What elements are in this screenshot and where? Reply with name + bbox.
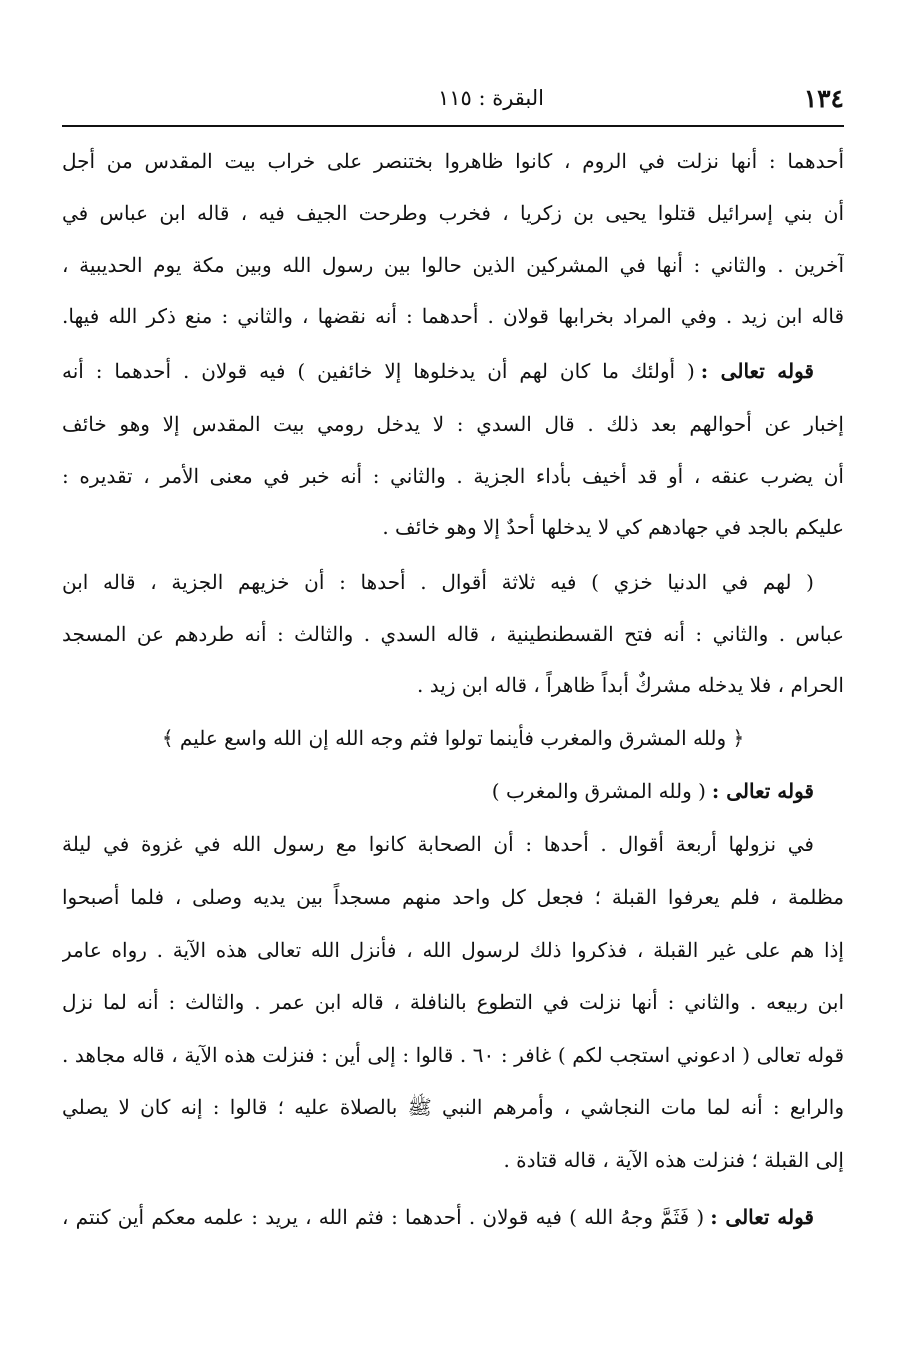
text-line: قوله تعالى :( فَثَمَّ وجهُ الله ) فيه قولان . أحدهما : فثم الله ، يريد : علمه معكم أين كنتم ،: [62, 1205, 814, 1229]
text-line: الحرام ، فلا يدخله مشركٌ أبداً ظاهراً ، قاله ابن زيد .: [417, 673, 844, 697]
text-line: أحدهما : أنها نزلت في الروم ، كانوا ظاهروا بختنصر على خراب بيت المقدس من أجل: [62, 149, 844, 173]
page-number: ١٣٤: [803, 84, 844, 113]
text-line: ابن ربيعه . والثاني : أنها نزلت في التطوع بالنافلة ، قاله ابن عمر . والثالث : أنه لما نزل: [62, 990, 844, 1014]
running-head: البقرة : ١١٥: [437, 86, 544, 110]
text-line: أن بني إسرائيل قتلوا يحيى بن زكريا ، فخرب وطرحت الجيف فيه ، قاله ابن عباس في: [62, 201, 844, 225]
text-line: والرابع : أنه لما مات النجاشي ، وأمرهم النبي ﷺ بالصلاة عليه ؛ قالوا : إنه كان لا يصلي: [62, 1095, 844, 1119]
text-line: عليكم بالجد في جهادهم كي لا يدخلها أحدٌ إلا وهو خائف .: [382, 515, 844, 539]
text-line: مظلمة ، فلم يعرفوا القبلة ؛ فجعل كل واحد منهم مسجداً بين يديه وصلى ، فلما أصبحوا: [62, 885, 844, 909]
text-line: ( لهم في الدنيا خزي ) فيه ثلاثة أقوال . أحدها : أن خزيهم الجزية ، قاله ابن: [62, 570, 814, 594]
quran-verse: ﴿ ولله المشرق والمغرب فأينما تولوا فثم وجه الله إن الله واسع عليم ﴾: [161, 726, 745, 750]
header-rule: [62, 125, 844, 127]
text-line: عباس . والثاني : أنه فتح القسطنطينية ، قاله السدي . والثالث : أنه طردهم عن المسجد: [62, 622, 844, 646]
text-line: إذا هم على غير القبلة ، فذكروا ذلك لرسول الله ، فأنزل الله تعالى هذه الآية . رواه عامر: [62, 938, 844, 962]
text-line: قوله تعالى :( ولله المشرق والمغرب ): [491, 779, 814, 803]
page-header: [62, 80, 844, 120]
text-line: إخبار عن أحوالهم بعد ذلك . قال السدي : لا يدخل رومي بيت المقدس إلا وهو خائف: [62, 412, 844, 436]
verse-label: قوله تعالى :: [700, 359, 814, 383]
verse-label: قوله تعالى :: [710, 1205, 814, 1229]
text-line: قوله تعالى :( أُولئك ما كان لهم أن يدخلوها إلا خائفين ) فيه قولان . أحدهما : أنه: [62, 359, 814, 383]
text-line: إلى القبلة ؛ فنزلت هذه الآية ، قاله قتادة .: [503, 1148, 844, 1172]
text-line: أن يضرب عنقه ، أو قد أُخيف بأداء الجزية . والثاني : أنه خبر في معنى الأمر ، تقديره :: [62, 464, 844, 488]
text-line: في نزولها أربعة أقوال . أحدها : أن الصحابة كانوا مع رسول الله في غزوة في ليلة: [62, 832, 814, 856]
verse-label: قوله تعالى :: [711, 779, 814, 803]
text-line: قاله ابن زيد . وفي المراد بخرابها قولان . أحدهما : أنه نقضها ، والثاني : منع ذكر الله فيها.: [62, 304, 844, 328]
text-line: آخرين . والثاني : أنها في المشركين الذين حالوا بين رسول الله وبين مكة يوم الحديبية ،: [62, 253, 844, 277]
text-line: قوله تعالى ( ادعوني استجب لكم ) غافر : ٦٠ . قالوا : إلى أين : فنزلت هذه الآية ، قاله مجاهد .: [62, 1043, 844, 1067]
